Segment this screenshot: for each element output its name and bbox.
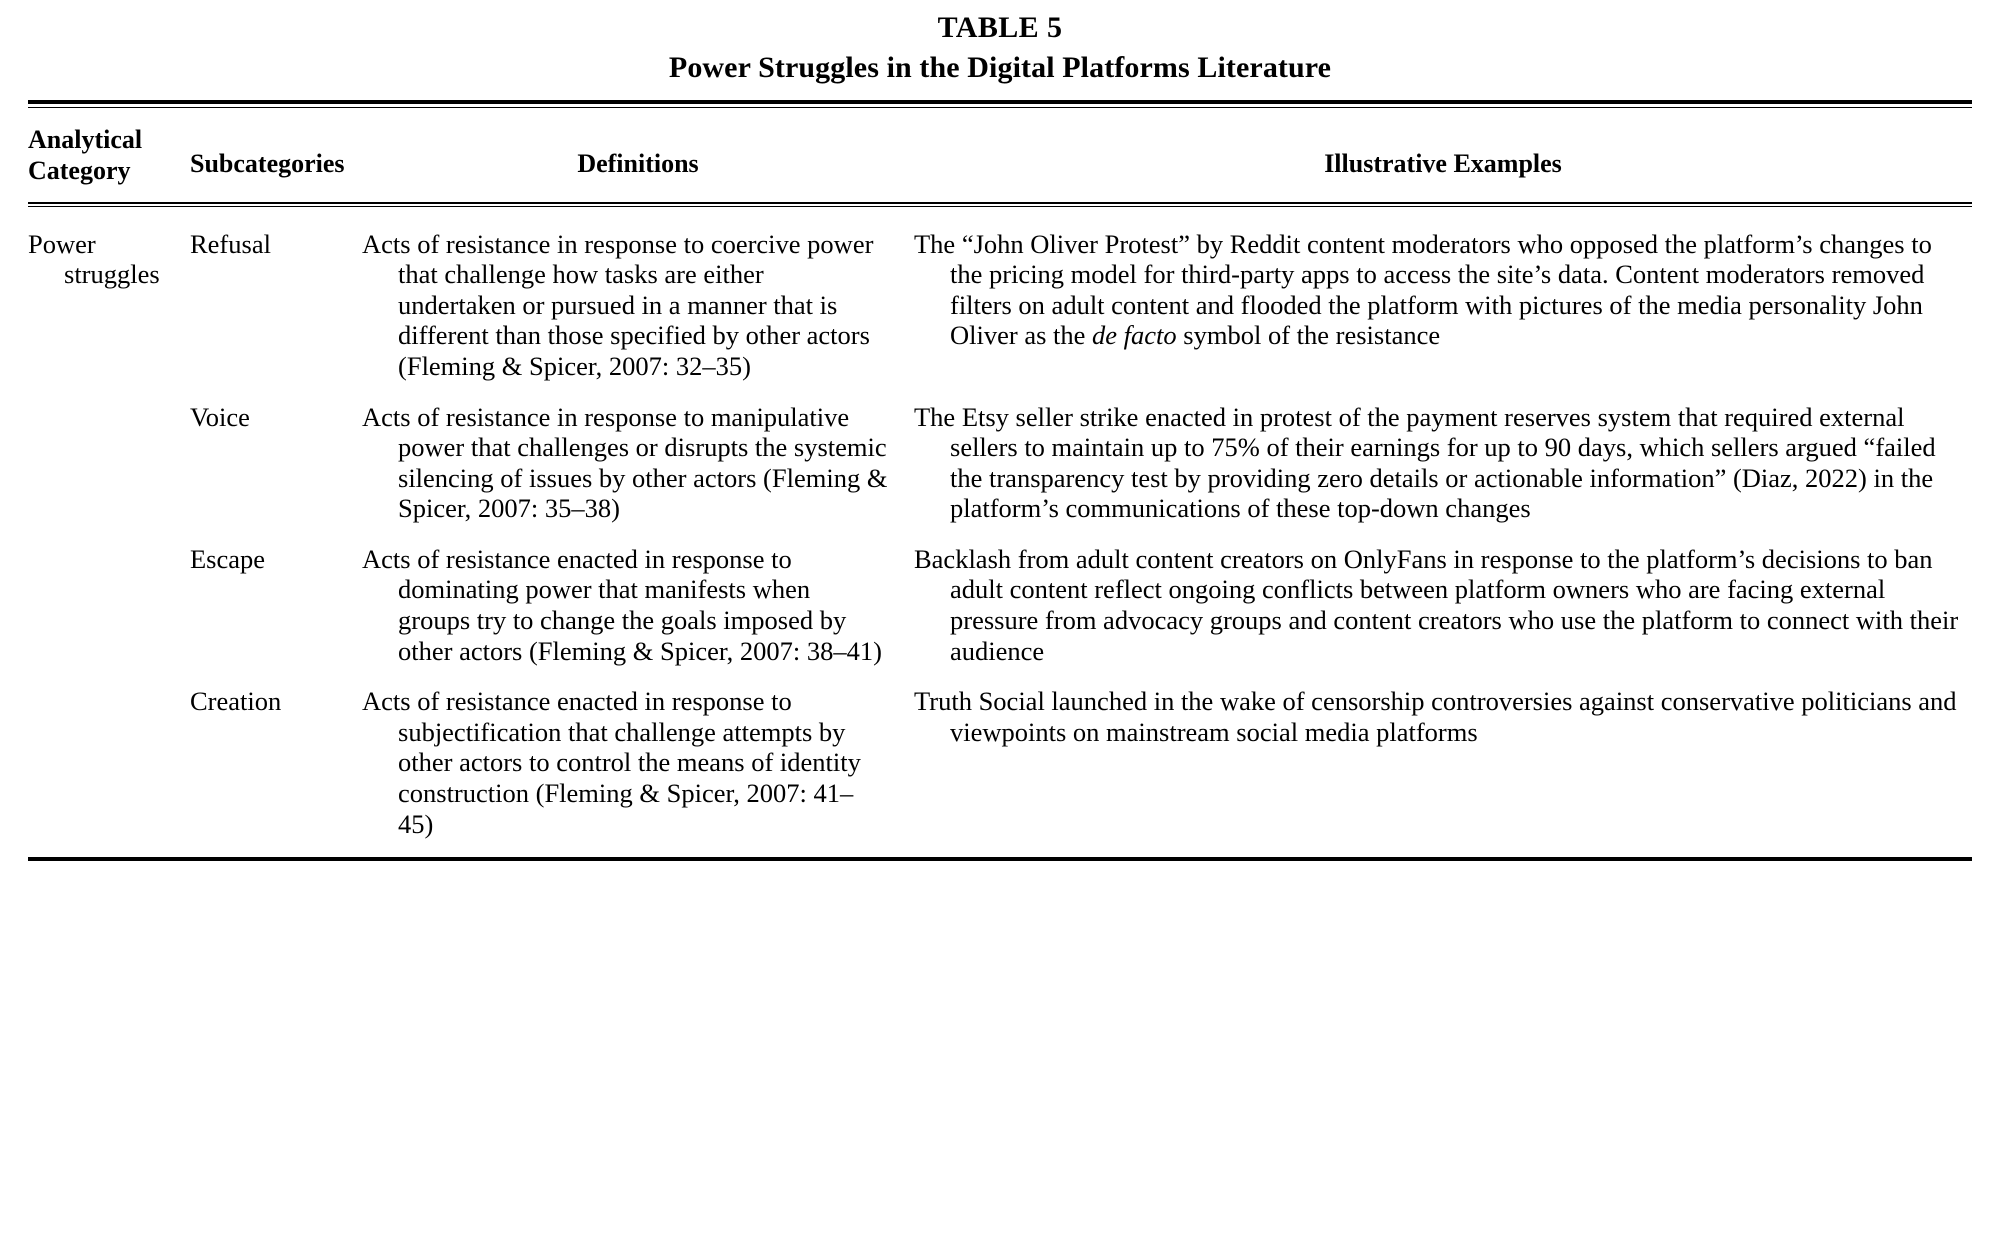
subcategory-text: Refusal (190, 228, 271, 259)
table-row (28, 382, 1972, 524)
illustrative-example-text: The Etsy seller strike enacted in protest of the payment reserves system that required external sellers to maintain up to 75% of their earnings for up to 90 days, which sellers argued “failed the transparency test by providing zero details or actionable information” (Diaz, 2022) in the platform’s communications of these top-down changes (914, 401, 1936, 524)
subcategory-text: Voice (190, 401, 250, 432)
table-header (28, 108, 1972, 201)
top-double-rule (28, 100, 1972, 108)
column-header-line-2: Category (28, 155, 131, 185)
column-header-illustrative-examples (914, 108, 1972, 201)
column-header-analytical-category (28, 108, 190, 201)
cell-subcategory (190, 524, 362, 666)
cell-illustrative-example (914, 666, 1972, 839)
column-header-illustrative-examples-label: Illustrative Examples (1324, 149, 1562, 179)
column-header-subcategories-label: Subcategories (190, 149, 345, 179)
column-header-line-1: Analytical (28, 125, 143, 155)
definition-text: Acts of resistance enacted in response to dominating power that manifests when groups try to change the goals imposed by other actors (Fleming & Spicer, 2007: 38–41) (362, 543, 882, 666)
subcategory-text: Escape (190, 543, 266, 574)
cell-subcategory (190, 666, 362, 839)
cell-illustrative-example (914, 382, 1972, 524)
table-row (28, 666, 1972, 839)
definition-text: Acts of resistance in response to manipulative power that challenges or disrupts the systemic silencing of issues by other actors (Fleming & Spicer, 2007: 35–38) (362, 401, 888, 524)
table-body (28, 207, 1972, 840)
cell-analytical-category (28, 382, 190, 524)
cell-definition (362, 524, 914, 666)
cell-illustrative-example (914, 524, 1972, 666)
table-title-block (28, 10, 1972, 86)
column-header-subcategories (190, 108, 362, 201)
cell-analytical-category (28, 524, 190, 666)
column-header-definitions (362, 108, 914, 201)
table-number-label: TABLE 5 (937, 11, 1063, 44)
cell-analytical-category (28, 207, 190, 382)
column-header-definitions-label: Definitions (577, 149, 699, 179)
power-struggles-table-body (28, 207, 1972, 840)
header-row (28, 108, 1972, 201)
bottom-rule (28, 857, 1972, 861)
table-row (28, 207, 1972, 382)
illustrative-example-text: Truth Social launched in the wake of censorship controversies against conservative politicians and viewpoints on mainstream social media platforms (914, 686, 1957, 747)
cell-analytical-category (28, 666, 190, 839)
analytical-category-text: Power struggles (28, 228, 160, 290)
cell-illustrative-example (914, 207, 1972, 382)
cell-definition (362, 666, 914, 839)
definition-text: Acts of resistance enacted in response to subjectification that challenge attempts by other actors to control the means of identity construction (Fleming & Spicer, 2007: 41–45) (362, 686, 861, 839)
cell-subcategory (190, 207, 362, 382)
table-title: Power Struggles in the Digital Platforms Literature (668, 50, 1332, 84)
cell-definition (362, 382, 914, 524)
subcategory-text: Creation (190, 686, 282, 717)
cell-subcategory (190, 382, 362, 524)
table-row (28, 524, 1972, 666)
power-struggles-table (28, 108, 1972, 201)
illustrative-example-text: Backlash from adult content creators on OnlyFans in response to the platform’s decisions to ban adult content reflect ongoing conflicts between platform owners who are facing external pressure from advocacy groups and content creators who use the platform to connect with their audience (914, 543, 1959, 666)
illustrative-example-text: The “John Oliver Protest” by Reddit content moderators who opposed the platform’s changes to the pricing model for third-party apps to access the site’s data. Content moderators removed filters on adult content and flooded the platform with pictures of the media personality John Oliver as the de facto symbol of the resistance (914, 228, 1932, 351)
definition-text: Acts of resistance in response to coercive power that challenge how tasks are either undertaken or pursued in a manner that is different than those specified by other actors (Fleming & Spicer, 2007: 32–35) (362, 228, 874, 381)
cell-definition (362, 207, 914, 382)
